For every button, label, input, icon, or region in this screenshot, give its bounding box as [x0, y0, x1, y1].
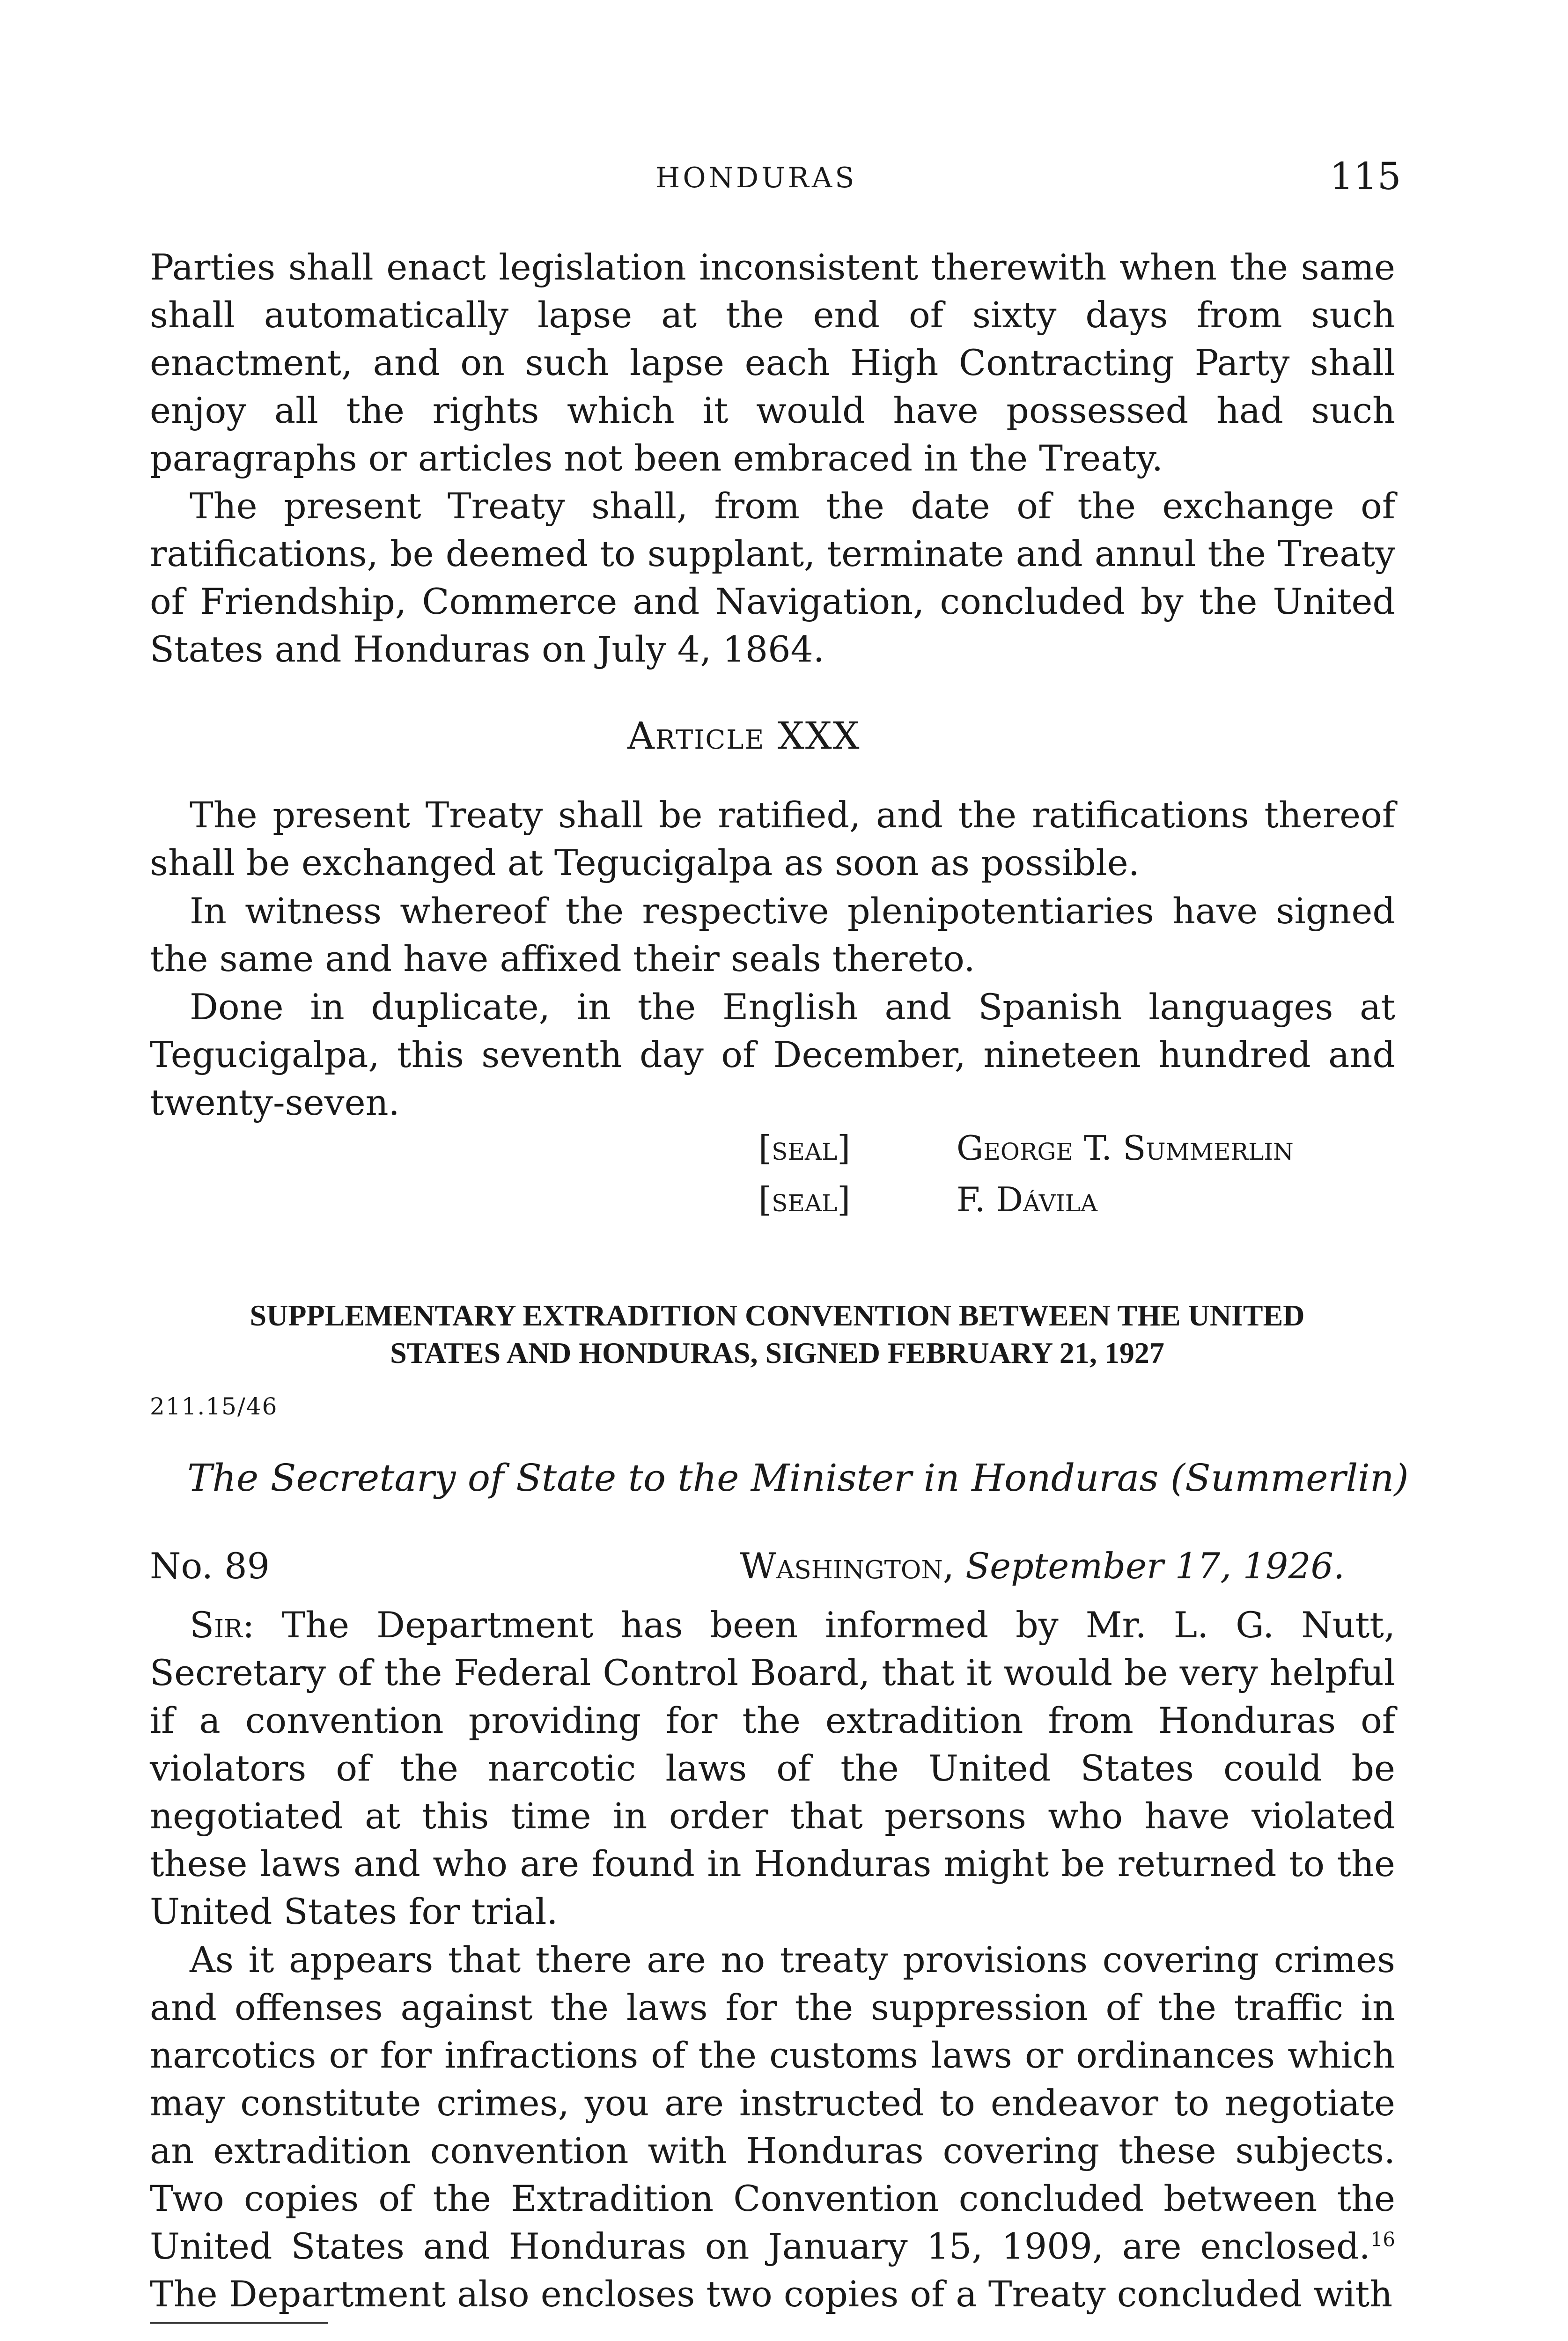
- section-title-line-2: STATES AND HONDURAS, SIGNED FEBRUARY 21, 1927: [390, 1336, 1164, 1369]
- dateline: [740, 1545, 1345, 1587]
- paragraph-sir-text: The Department has been informed by Mr. L. G. Nutt, Secretary of the Federal Control Board, that it would be very helpful if a convention providing for the extradition from Honduras of violators of the narcotic laws of the United States could be negotiated at this time in order that persons who have violated these laws and who are found in Honduras might be returned to the United States for trial.: [150, 1604, 1395, 1932]
- paragraph-extradition-tail: The Department also encloses two copies of a Treaty concluded with: [150, 2273, 1393, 2315]
- paragraph-extradition-text: As it appears that there are no treaty provisions covering crimes and offenses against the laws for the suppression of the traffic in narcotics or for infractions of the customs laws or ordinances which may constitute crimes, you are instructed to endeavor to negotiate an extradition convention with Honduras covering these subjects. Two copies of the Extradition Convention concluded between the United States and Honduras on January 15, 1909, are enclosed.: [150, 1939, 1395, 2267]
- paragraph-extradition-request: [150, 1936, 1395, 2318]
- footnote-reference: 16: [1370, 2228, 1395, 2251]
- paragraph-witness: In witness whereof the respective plenipotentiaries have signed the same and have affixed their seals thereto.: [150, 890, 1395, 979]
- section-title-line-1: SUPPLEMENTARY EXTRADITION CONVENTION BETWEEN THE UNITED: [250, 1299, 1305, 1332]
- running-title: HONDURAS: [655, 162, 857, 194]
- paragraph-ratification: The present Treaty shall be ratified, and the ratifications thereof shall be exchanged at Tegucigalpa as soon as possible.: [150, 794, 1395, 883]
- page-number: 115: [1330, 155, 1401, 198]
- paragraph-supplant: The present Treaty shall, from the date of the exchange of ratifications, be deemed to supplant, terminate and annul the Treaty of Friendship, Commerce and Navigation, concluded by the United States and Honduras on July 4, 1864.: [150, 485, 1395, 670]
- paragraph-legislation: Parties shall enact legislation inconsistent therewith when the same shall automatically lapse at the end of sixty days from such enactment, and on such lapse each High Contracting Party shall enjoy all the rights which it would have possessed had such paragraphs or articles not been embraced in the Treaty.: [150, 246, 1395, 479]
- article-heading: Article XXX: [627, 714, 861, 758]
- document-number: No. 89: [150, 1545, 270, 1587]
- paragraph-sir: [150, 1601, 1395, 1936]
- footnote-divider: [150, 2322, 328, 2324]
- paragraph-done-in-duplicate: Done in duplicate, in the English and Spanish languages at Tegucigalpa, this seventh day of December, nineteen hundred and twenty-seven.: [150, 986, 1395, 1123]
- signature-row-davila: [758, 1180, 1414, 1219]
- section-title: [140, 1297, 1414, 1372]
- dateline-place: Washington,: [740, 1545, 954, 1587]
- signatory-name: F. Dávila: [956, 1180, 1097, 1219]
- letter-heading: The Secretary of State to the Minister in Honduras (Summerlin): [187, 1456, 1409, 1500]
- seal-label: [seal]: [758, 1180, 851, 1219]
- file-number: 211.15/46: [150, 1393, 278, 1420]
- signature-row-summerlin: [758, 1128, 1414, 1168]
- signatory-name: George T. Summerlin: [956, 1128, 1294, 1168]
- dateline-date: September 17, 1926.: [965, 1545, 1345, 1587]
- seal-label: [seal]: [758, 1128, 851, 1168]
- salutation: Sir:: [190, 1604, 255, 1646]
